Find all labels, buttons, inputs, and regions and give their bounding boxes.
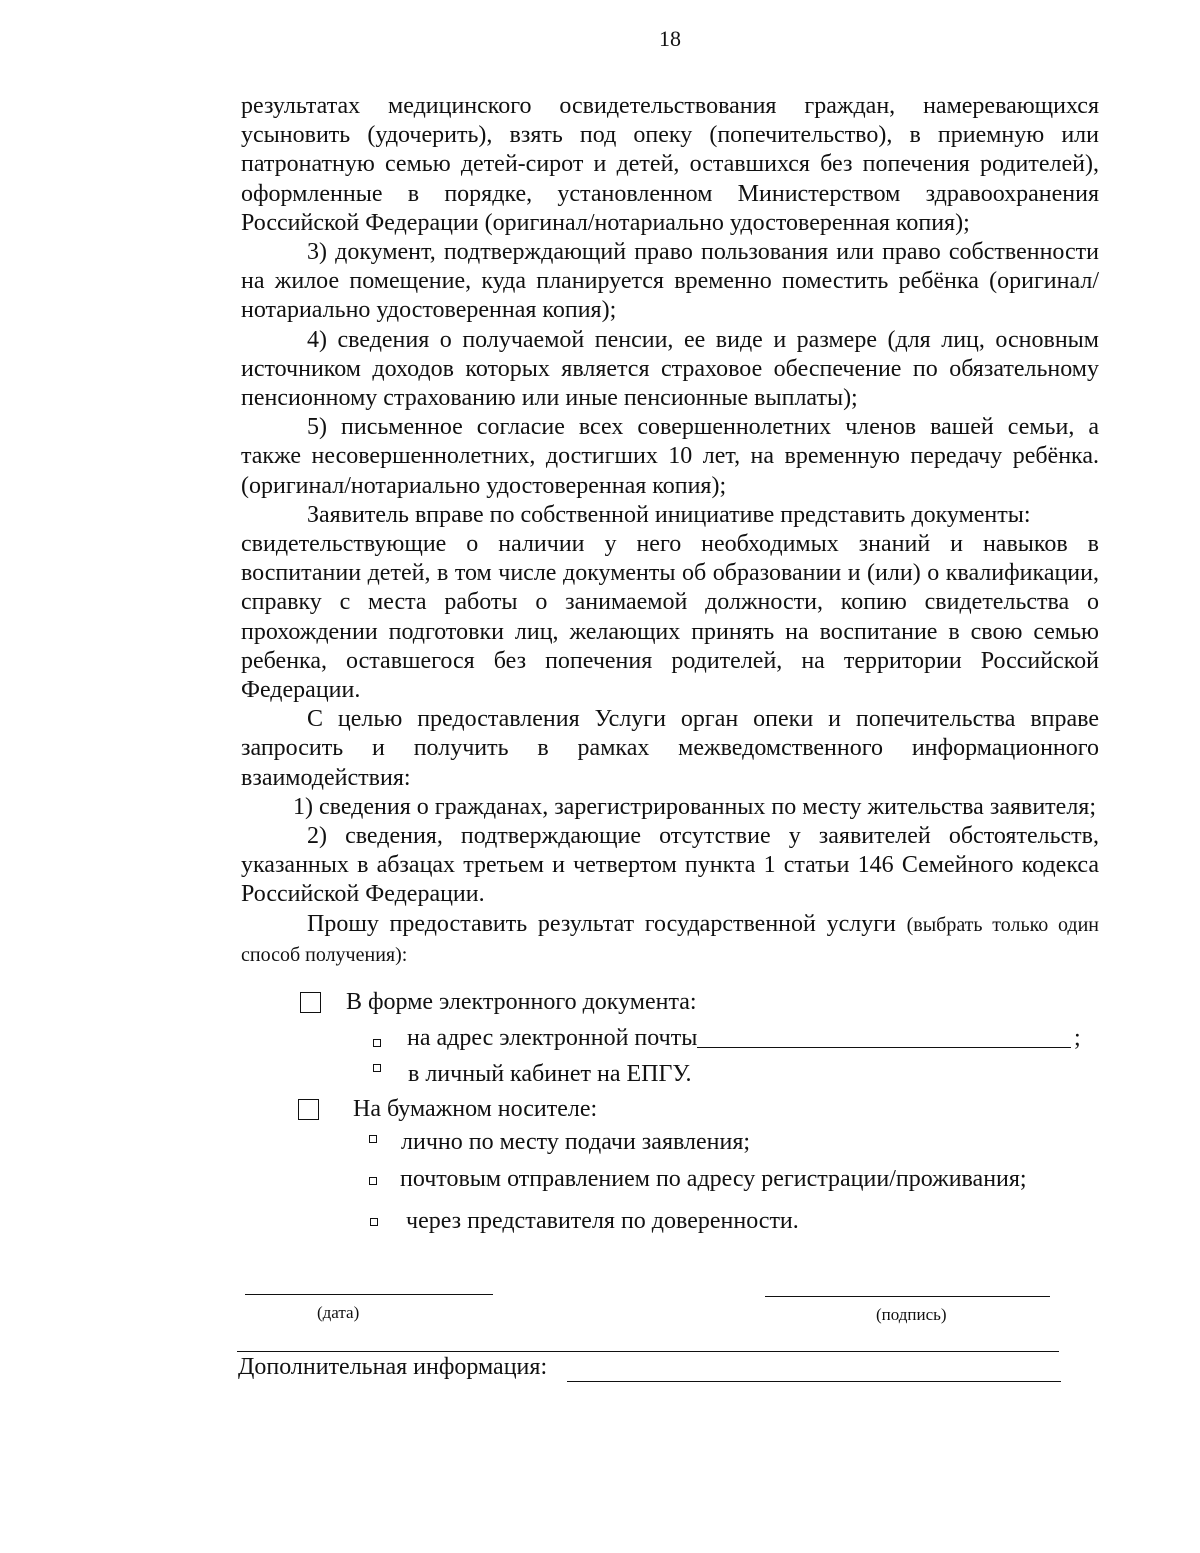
signature-line[interactable] bbox=[765, 1296, 1050, 1297]
paragraph-interagency: С целью предоставления Услуги орган опеки и попечительства вправе запросить и получить в рамках межведомственного информационного взаимодействия: bbox=[241, 706, 1099, 791]
bullet-icon bbox=[370, 1218, 378, 1226]
paragraph-item-4: 4) сведения о получаемой пенсии, ее виде и размере (для лиц, основным источником доходов которых является страховое обеспечение по обязательному пенсионному страхованию или иные пенсионные выплаты); bbox=[241, 326, 1099, 412]
paragraph-request-2: 2) сведения, подтверждающие отсутствие у заявителей обстоятельств, указанных в абзацах третьем и четвертом пункта 1 статьи 146 Семейного кодекса Российской Федерации. bbox=[241, 823, 1099, 908]
paragraph-item-5: 5) письменное согласие всех совершеннолетних членов вашей семьи, а также несовершеннолетних, достигших 10 лет, на временную передачу ребёнка. (оригинал/нотариально удостоверенная копия); bbox=[241, 414, 1099, 499]
date-line[interactable] bbox=[245, 1294, 493, 1295]
bullet-icon bbox=[373, 1039, 381, 1047]
document-body bbox=[241, 92, 1099, 970]
email-suffix: ; bbox=[1074, 1025, 1081, 1051]
result-request-note: (выбрать только один способ получения): bbox=[241, 913, 1099, 966]
paragraph-supporting-docs: свидетельствующие о наличии у него необходимых знаний и навыков в воспитании детей, в том числе документы об образовании и (или) о квалификации, справку с места работы о занимаемой должности, копию свидетельства о прохождении подготовки лиц, желающих принять на воспитание в свою семью ребенка, оставшегося без попечения родителей, на территории Российской Федерации. bbox=[241, 531, 1099, 704]
signature-caption: (подпись) bbox=[876, 1305, 947, 1324]
email-option-label: на адрес электронной почты bbox=[407, 1025, 698, 1051]
additional-info-label: Дополнительная информация: bbox=[238, 1354, 548, 1380]
bullet-icon bbox=[369, 1135, 377, 1143]
epgu-option-label: в личный кабинет на ЕПГУ. bbox=[408, 1061, 692, 1087]
email-input-line[interactable] bbox=[697, 1047, 1071, 1048]
additional-line-top[interactable] bbox=[237, 1351, 1059, 1352]
bullet-icon bbox=[369, 1177, 377, 1185]
paragraph-request-1: 1) сведения о гражданах, зарегистрированных по месту жительства заявителя; bbox=[293, 793, 1097, 820]
bullet-icon bbox=[373, 1064, 381, 1072]
electronic-checkbox[interactable] bbox=[300, 992, 321, 1013]
additional-info-line[interactable] bbox=[567, 1381, 1061, 1382]
paper-checkbox[interactable] bbox=[298, 1099, 319, 1120]
paragraph-applicant-right: Заявитель вправе по собственной инициативе представить документы: bbox=[307, 501, 1031, 528]
paper-label: На бумажном носителе: bbox=[353, 1096, 598, 1122]
page-number: 18 bbox=[659, 26, 681, 51]
result-request-lead: Прошу предоставить результат государственной услуги bbox=[307, 910, 896, 937]
paragraph-result-request bbox=[241, 910, 1099, 970]
representative-option-label: через представителя по доверенности. bbox=[406, 1208, 799, 1234]
paragraph-medical: результатах медицинского освидетельствования граждан, намеревающихся усыновить (удочерить), взять под опеку (попечительство), в приемную или патронатную семью детей-сирот и детей, оставшихся без попечения родителей), оформленные в порядке, установленном Министерством здравоохранения Российской Федерации (оригинал/нотариально удостоверенная копия); bbox=[241, 93, 1099, 236]
electronic-label: В форме электронного документа: bbox=[346, 989, 697, 1015]
mail-option-label: почтовым отправлением по адресу регистрации/проживания; bbox=[400, 1166, 1027, 1192]
date-caption: (дата) bbox=[317, 1303, 360, 1322]
in-person-option-label: лично по месту подачи заявления; bbox=[401, 1129, 751, 1155]
paragraph-item-3: 3) документ, подтверждающий право пользования или право собственности на жилое помещение, куда планируется временно поместить ребёнка (оригинал/нотариально удостоверенная копия); bbox=[241, 239, 1099, 324]
